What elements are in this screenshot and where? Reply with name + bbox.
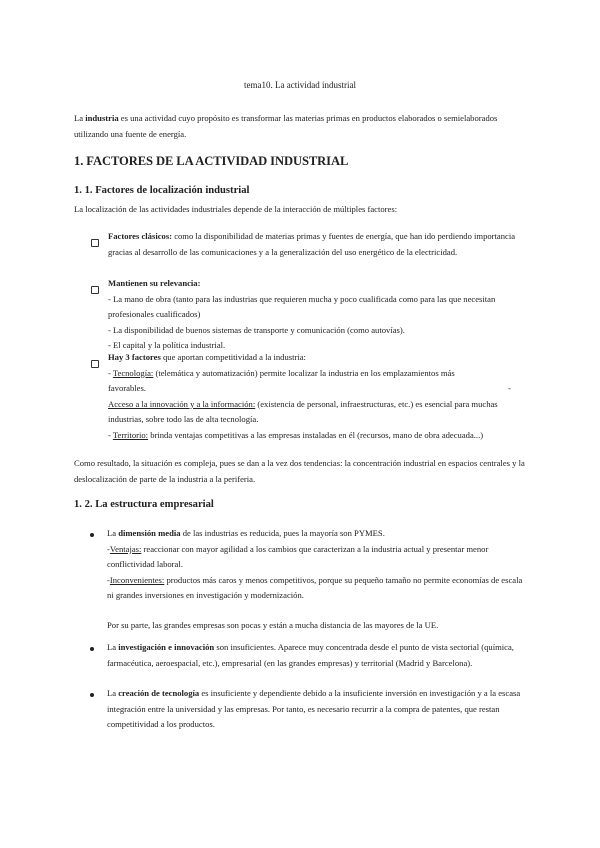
factor-territorio: - Territorio: brinda ventajas competitivas a las empresas instaladas en él (recursos, mano de obra adecuada...) <box>108 429 484 440</box>
tres-factores-body: que aportan competitividad a la industria: <box>160 352 306 362</box>
checkbox-mantienen-relevancia[interactable] <box>91 280 105 298</box>
dimension-media-term: dimensión media <box>118 528 181 538</box>
bullet-icon <box>90 533 94 537</box>
checkbox-icon[interactable] <box>91 239 99 247</box>
bullet-icon <box>90 647 94 651</box>
stray-dash: - <box>508 383 511 393</box>
factor-tecnologia: - Tecnología: (telemática y automatización) permite localizar la industria en los emplazamientos más favorables. <box>108 367 455 394</box>
mantienen-relevancia-term: Mantienen su relevancia: <box>108 278 201 288</box>
factor-territorio-term: Territorio: <box>112 429 149 440</box>
tres-factores-term: Hay 3 factores <box>108 352 161 362</box>
tres-factores-text <box>108 350 528 444</box>
section-1-heading: 1. FACTORES DE LA ACTIVIDAD INDUSTRIAL <box>74 154 349 168</box>
investigacion-item: La investigación e innovación son insuficientes. Aparece muy concentrada desde el punto de vista sectorial (química, farmacéutica, aeroespacial, etc.), empresarial (en las grandes empresas) y territorial (Madrid y Barcelona). <box>107 642 514 668</box>
inconvenientes-line: -Inconvenientes: productos más caros y menos competitivos, porque su pequeño tamaño no permite economías de escala ni grandes inversiones en investigación y modernización. <box>107 574 523 601</box>
ventajas-term: Ventajas: <box>109 543 142 554</box>
subsection-1-1-heading: 1. 1. Factores de localización industrial <box>74 185 250 196</box>
dimension-media-item: La dimensión media de las industrias es reducida, pues la mayoría son PYMES. -Ventajas: reaccionar con mayor agilidad a los cambios que caracterizan a la industria actual y presentar menor conflictividad laboral. -Inconvenientes: productos más caros y menos competitivos, porque su pequeño tamaño no permite economías de escala ni grandes inversiones en investigación y modernización. Por su parte, las grandes empresas son pocas y están a mucha distancia de las mayores de la UE. <box>107 526 527 634</box>
intro-rest: es una actividad cuyo propósito es transformar las materias primas en productos elaborados o semielaborados utilizando una fuente de energía. <box>74 113 498 139</box>
creacion-tecnologia-term: creación de tecnología <box>118 688 200 698</box>
checkbox-icon[interactable] <box>91 360 99 368</box>
intro-pre: La <box>74 113 86 123</box>
intro-paragraph <box>74 111 528 142</box>
checkbox-factores-clasicos[interactable] <box>91 233 105 251</box>
subsection-1-2-heading: 1. 2. La estructura empresarial <box>74 499 214 510</box>
relevancia-line-3: - El capital y la política industrial. <box>108 340 226 351</box>
factores-clasicos-body: como la disponibilidad de materias primas y fuentes de energía, que han ido perdiendo importancia gracias al desarrollo de las comunicaciones y a la generalización del uso energético de la electricidad. <box>108 231 516 257</box>
checkbox-tres-factores[interactable] <box>91 354 105 372</box>
mantienen-relevancia-text <box>108 276 528 354</box>
factores-clasicos-text <box>108 229 528 260</box>
bullet-icon <box>90 693 94 697</box>
relevancia-line-1: - La mano de obra (tanto para las industrias que requieren mucha y poco cualificada como para las que necesitan profesionales cualificados) <box>108 293 496 320</box>
factor-tecnologia-term: Tecnología: <box>112 367 154 378</box>
document-title: tema10. La actividad industrial <box>244 80 356 90</box>
ventajas-line: -Ventajas: reaccionar con mayor agilidad a los cambios que caracterizan a la industria actual y presentar menor conflictividad laboral. <box>107 543 489 570</box>
inconvenientes-term: Inconvenientes: <box>109 574 165 585</box>
subsection-1-1-intro: La localización de las actividades industriales depende de la interacción de múltiples factores: <box>74 204 398 214</box>
checkbox-icon[interactable] <box>91 286 99 294</box>
factor-acceso-term: Acceso a la innovación y a la información: <box>108 398 256 409</box>
creacion-tecnologia-item: La creación de tecnología es insuficiente y dependiente debido a la insuficiente inversión en investigación y a la escasa integración entre la universidad y las empresas. Por tanto, es necesario recurrir a la compra de patentes, que restan competitividad a los productos. <box>107 688 521 730</box>
factor-acceso: Acceso a la innovación y a la información: (existencia de personal, infraestructuras, etc.) es esencial para muchas industrias, sobre todo las de alta tecnología. <box>108 398 498 425</box>
grandes-empresas-note: Por su parte, las grandes empresas son pocas y están a mucha distancia de las mayores de la UE. <box>107 619 439 630</box>
conclusion-paragraph: Como resultado, la situación es compleja, pues se dan a la vez dos tendencias: la concentración industrial en espacios centrales y la deslocalización de parte de la industria a la periferia. <box>74 458 525 484</box>
investigacion-term: investigación e innovación <box>118 642 215 652</box>
factores-clasicos-term: Factores clásicos: <box>108 231 173 241</box>
relevancia-line-2: - La disponibilidad de buenos sistemas de transporte y comunicación (como autovías). <box>108 324 405 335</box>
intro-term: industria <box>85 113 119 123</box>
